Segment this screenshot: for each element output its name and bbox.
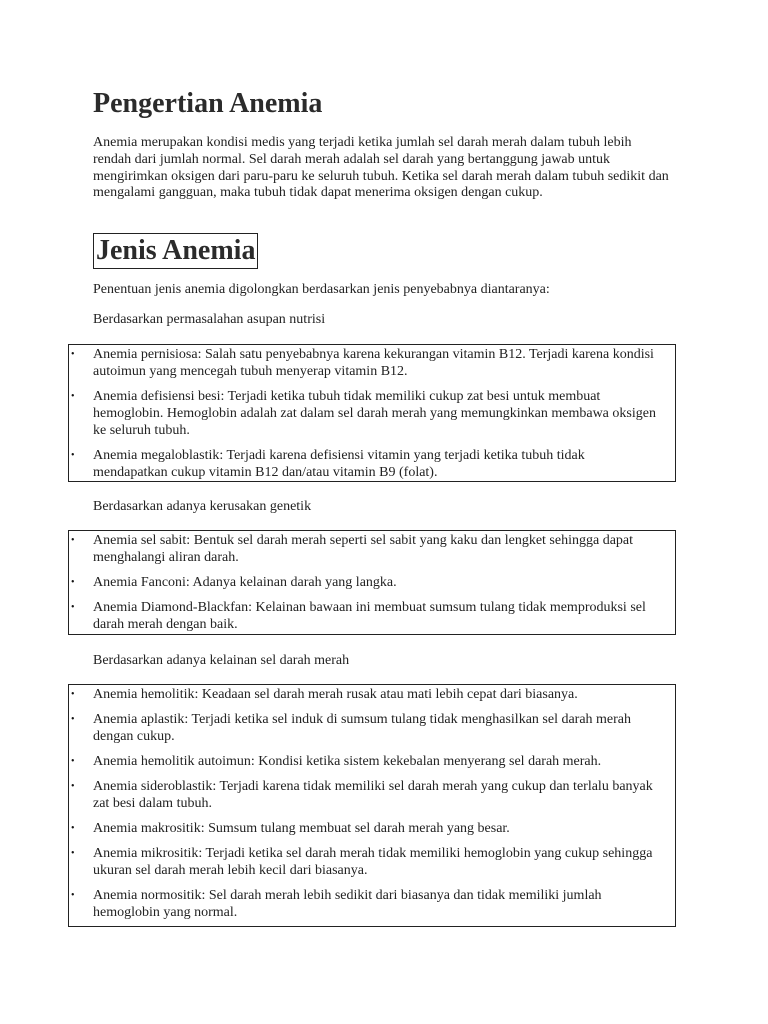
list-item-text: Anemia pernisiosa: Salah satu penyebabnya karena kekurangan vitamin B12. Terjadi karena kondisi autoimun yang mencegah tubuh menyerap vitamin B12.	[93, 347, 654, 379]
list-genetik	[68, 530, 676, 635]
section-heading-genetik: Berdasarkan adanya kerusakan genetik	[93, 499, 312, 514]
list-item	[69, 599, 675, 633]
list-item	[69, 778, 675, 812]
list-item-text: Anemia aplastik: Terjadi ketika sel induk di sumsum tulang tidak menghasilkan sel darah merah dengan cukup.	[93, 712, 632, 744]
bullet-icon: •	[71, 781, 75, 792]
list-item	[69, 388, 675, 439]
bullet-icon: •	[71, 577, 75, 588]
section-heading-nutrisi: Berdasarkan permasalahan asupan nutrisi	[93, 312, 326, 327]
bullet-icon: •	[71, 450, 75, 461]
list-item-text: Anemia megaloblastik: Terjadi karena defisiensi vitamin yang terjadi ketika tubuh tidak mendapatkan cukup vitamin B12 dan/atau vitamin B9 (folat).	[93, 448, 585, 480]
list-item	[69, 711, 675, 745]
bullet-icon: •	[71, 714, 75, 725]
bullet-icon: •	[71, 689, 75, 700]
list-kelainan	[68, 684, 676, 927]
bullet-icon: •	[71, 349, 75, 360]
jenis-anemia-heading: Jenis Anemia	[93, 233, 258, 269]
list-item	[69, 820, 675, 837]
list-item	[69, 574, 675, 591]
bullet-icon: •	[71, 756, 75, 767]
jenis-intro-paragraph: Penentuan jenis anemia digolongkan berdasarkan jenis penyebabnya diantaranya:	[93, 282, 550, 297]
list-item	[69, 845, 675, 879]
list-item	[69, 532, 675, 566]
bullet-icon: •	[71, 602, 75, 613]
bullet-icon: •	[71, 890, 75, 901]
list-item-text: Anemia hemolitik: Keadaan sel darah merah rusak atau mati lebih cepat dari biasanya.	[93, 687, 578, 702]
list-item-text: Anemia defisiensi besi: Terjadi ketika tubuh tidak memiliki cukup zat besi untuk membuat hemoglobin. Hemoglobin adalah zat dalam sel darah merah yang memungkinkan membawa oksigen ke seluruh tubuh.	[93, 389, 656, 438]
list-item-text: Anemia sideroblastik: Terjadi karena tidak memiliki sel darah merah yang cukup dan terlalu banyak zat besi dalam tubuh.	[93, 779, 653, 811]
list-nutrisi	[68, 344, 676, 482]
list-item	[69, 753, 675, 770]
list-item	[69, 686, 675, 703]
bullet-icon: •	[71, 535, 75, 546]
list-item-text: Anemia Fanconi: Adanya kelainan darah yang langka.	[93, 575, 397, 590]
bullet-icon: •	[71, 848, 75, 859]
intro-paragraph: Anemia merupakan kondisi medis yang terjadi ketika jumlah sel darah merah dalam tubuh lebih rendah dari jumlah normal. Sel darah merah adalah sel darah yang bertanggung jawab untuk mengirimkan oksigen dari paru-paru ke seluruh tubuh. Ketika sel darah merah dalam tubuh sedikit dan mengalami gangguan, maka tubuh tidak dapat menerima oksigen dengan cukup.	[93, 135, 669, 201]
list-item	[69, 447, 675, 481]
list-item-text: Anemia sel sabit: Bentuk sel darah merah seperti sel sabit yang kaku dan lengket sehingga dapat menghalangi aliran darah.	[93, 533, 634, 565]
list-item-text: Anemia normositik: Sel darah merah lebih sedikit dari biasanya dan tidak memiliki jumlah hemoglobin yang normal.	[93, 888, 602, 920]
bullet-icon: •	[71, 391, 75, 402]
list-item	[69, 346, 675, 380]
list-item-text: Anemia Diamond-Blackfan: Kelainan bawaan ini membuat sumsum tulang tidak memproduksi sel darah merah dengan baik.	[93, 600, 646, 632]
page-title: Pengertian Anemia	[93, 88, 323, 119]
list-item-text: Anemia hemolitik autoimun: Kondisi ketika sistem kekebalan menyerang sel darah merah.	[93, 754, 602, 769]
list-item	[69, 887, 675, 921]
list-item-text: Anemia mikrositik: Terjadi ketika sel darah merah tidak memiliki hemoglobin yang cukup sehingga ukuran sel darah merah lebih kecil dari biasanya.	[93, 846, 653, 878]
list-item-text: Anemia makrositik: Sumsum tulang membuat sel darah merah yang besar.	[93, 821, 510, 836]
bullet-icon: •	[71, 823, 75, 834]
section-heading-kelainan: Berdasarkan adanya kelainan sel darah merah	[93, 653, 350, 668]
